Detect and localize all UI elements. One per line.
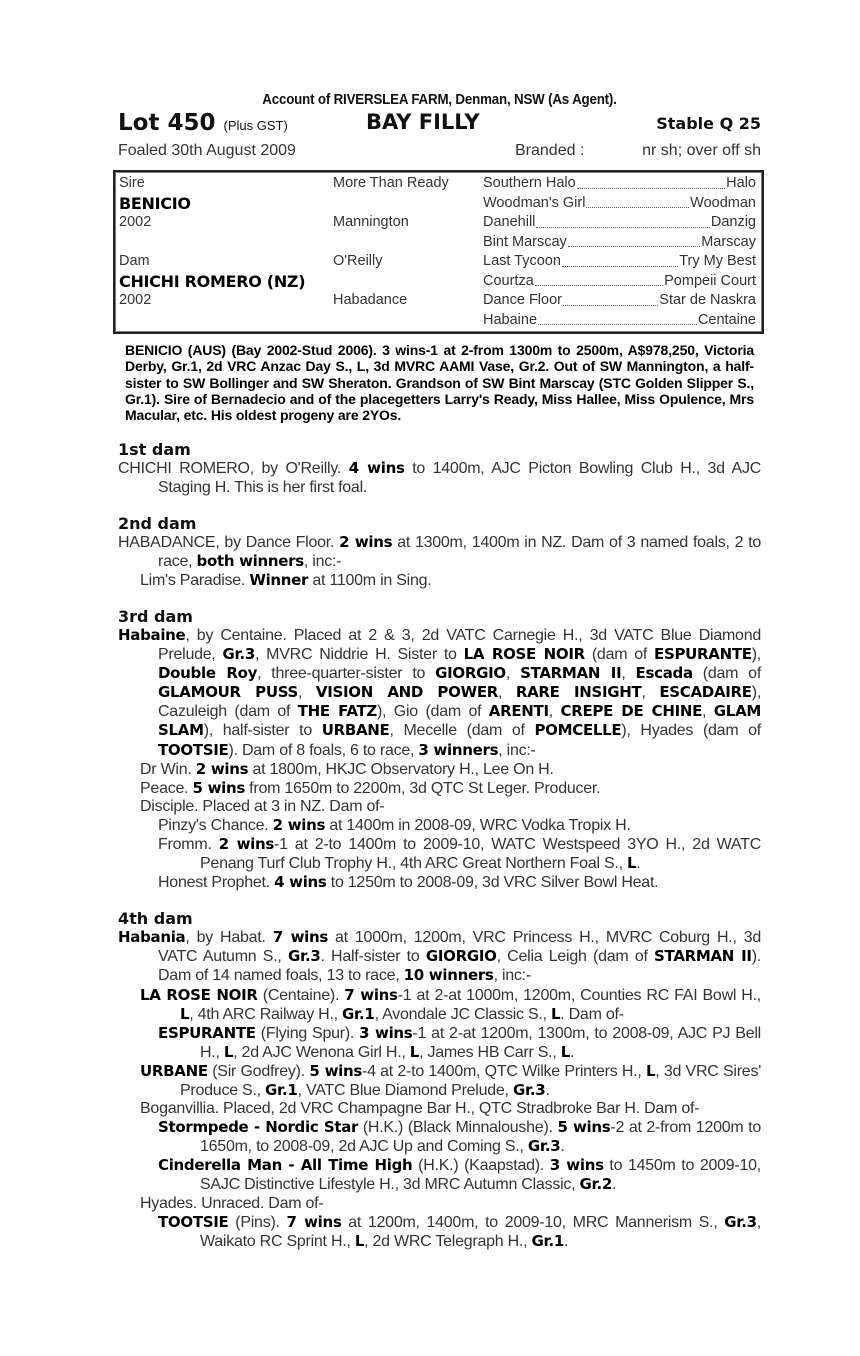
dam-entry: [118, 1213, 761, 1251]
ancestor-sire: Centaine: [697, 311, 756, 328]
lot-label: Lot 450: [118, 110, 216, 136]
entry-text: , Celia Leigh (dam of: [496, 948, 655, 966]
branded-value: nr sh; over off sh: [642, 142, 761, 159]
entry-text: Peace.: [140, 779, 193, 797]
entry-text: .: [560, 1138, 565, 1156]
dam-heading: 2nd dam: [118, 513, 197, 533]
highlight-text: URBANE: [321, 721, 390, 740]
highlight-text: Winner: [249, 570, 309, 589]
entry-text: (Flying Spur).: [255, 1024, 360, 1042]
entry-text: , inc:-: [303, 552, 342, 570]
entry-text: . Dam of-: [560, 1005, 624, 1023]
pedigree-parent-cell: CHICHI ROMERO (NZ): [119, 271, 306, 291]
stable-location: Stable Q 25: [656, 114, 761, 133]
foaled-date: Foaled 30th August 2009: [118, 142, 296, 159]
entry-text: , Avondale JC Classic S.,: [374, 1005, 551, 1023]
pedigree-great-grandparent-cell: [483, 233, 756, 253]
ancestor-name: Bint Marscay: [483, 233, 567, 250]
highlight-text: GIORGIO: [425, 947, 497, 966]
highlight-text: 3 wins: [549, 1156, 604, 1175]
catalogue-page: [118, 90, 761, 1251]
entry-text: , Mecelle (dam of: [389, 722, 535, 740]
ancestor-sire: Try My Best: [679, 253, 756, 269]
lot-description: BAY FILLY: [366, 110, 480, 134]
highlight-text: THE FATZ: [297, 702, 378, 721]
lot-number: [118, 110, 288, 136]
entry-text: -1 at 2-to 1400m to 2009-10, WATC Westspeed 3YO H., 2d WATC Penang Turf Club Trophy H., 4th ARC Great Northern Foal S.,: [200, 835, 761, 873]
dam-heading: 1st dam: [118, 440, 191, 460]
pedigree-parent-cell: [119, 311, 333, 331]
pedigree-row: [119, 291, 756, 311]
highlight-text: Gr.1: [531, 1231, 564, 1250]
dam-entry: [118, 1118, 761, 1156]
foaling-info: [118, 140, 761, 166]
entry-text: from 1650m to 2200m, 3d QTC St Leger. Producer.: [244, 779, 601, 797]
highlight-text: GLAMOUR PUSS: [158, 683, 299, 702]
pedigree-great-grandparent-cell: [483, 174, 756, 194]
dam-entry: [118, 1195, 761, 1213]
dam-section: [118, 441, 761, 496]
entry-text: .: [545, 1082, 550, 1100]
entry-text: (H.K.) (Kaapstad).: [412, 1157, 550, 1175]
entry-text: , 3d VRC Sires' Produce S.,: [180, 1062, 762, 1100]
dam-entry: [118, 459, 761, 496]
dam-entry: [118, 626, 761, 760]
highlight-text: Escada: [635, 664, 693, 683]
entry-text: at 1000m, 1200m, VRC Princess H., MVRC Coburg H., 3d VATC Autumn S.,: [158, 929, 761, 966]
ancestor-name: Courtza: [483, 272, 534, 289]
ancestor-sire: Star de Naskra: [659, 292, 756, 308]
entry-text: ,: [505, 665, 521, 683]
pedigree-grandparent-cell: [333, 233, 483, 253]
entry-text: Boganvillia. Placed, 2d VRC Champagne Bar H., QTC Stradbroke Bar H. Dam of-: [140, 1100, 700, 1118]
highlight-text: GIORGIO: [435, 664, 506, 683]
entry-text: -2 at 2-from 1200m to 1650m, to 2008-09, 2d AJC Up and Coming S.,: [200, 1119, 762, 1156]
pedigree-grandparent-cell: [333, 311, 483, 331]
entry-text: , MVRC Niddrie H. Sister to: [255, 646, 464, 664]
ancestor-name: Last Tycoon: [483, 253, 561, 269]
entry-text: (dam of: [692, 665, 762, 683]
pedigree-parent-cell: 2002: [119, 214, 152, 230]
entry-text: .: [636, 855, 641, 873]
pedigree-table: [113, 170, 764, 334]
highlight-text: both winners: [196, 551, 304, 570]
ancestor-sire: Halo: [726, 175, 756, 191]
entry-text: .: [570, 1043, 575, 1061]
dam-entry: [118, 816, 761, 835]
highlight-text: ESPURANTE: [158, 1023, 256, 1042]
highlight-text: Gr.3: [724, 1212, 757, 1231]
highlight-text: 3 winners: [418, 740, 499, 759]
entry-text: -1 at 2-at 1000m, 1200m, Counties RC FAI Bowl H.,: [397, 986, 761, 1004]
entry-text: Disciple. Placed at 3 in NZ. Dam of-: [140, 797, 385, 815]
entry-text: ,: [548, 703, 561, 721]
pedigree-row: [119, 233, 756, 253]
highlight-text: 4 wins: [274, 873, 327, 892]
entry-text: , 2d AJC Wenona Girl H.,: [233, 1043, 410, 1061]
highlight-text: L: [626, 854, 637, 873]
entry-text: ), Hyades (dam of: [621, 722, 762, 740]
entry-text: Dr Win.: [140, 760, 196, 778]
dotted-leader: [577, 174, 725, 189]
entry-text: .: [563, 1232, 569, 1250]
highlight-text: ESPURANTE: [654, 645, 752, 664]
entry-text: , 4th ARC Railway H.,: [189, 1005, 343, 1023]
highlight-text: 5 wins: [557, 1118, 611, 1137]
highlight-text: 7 wins: [272, 928, 328, 947]
highlight-text: Cinderella Man - All Time High: [158, 1156, 413, 1175]
highlight-text: L: [180, 1004, 190, 1023]
dam-entry: [118, 1100, 761, 1118]
pedigree-parent-cell: Dam: [119, 253, 150, 269]
dam-entry: [118, 1062, 761, 1100]
entry-text: (Centaine).: [257, 986, 345, 1004]
dotted-leader: [568, 233, 700, 248]
pedigree-row: [119, 174, 756, 194]
highlight-text: 5 wins: [192, 778, 245, 797]
entry-text: , 2d WRC Telegraph H.,: [364, 1232, 532, 1250]
pedigree-great-grandparent-cell: [483, 213, 756, 233]
pedigree-row: [119, 311, 756, 331]
dotted-leader: [538, 311, 697, 326]
highlight-text: Stormpede - Nordic Star: [158, 1118, 359, 1137]
entry-text: ). Dam of 14 named foals, 13 to race,: [158, 948, 761, 985]
highlight-text: L: [550, 1004, 561, 1023]
entry-text: ), half-sister to: [203, 722, 322, 740]
entry-text: Hyades. Unraced. Dam of-: [140, 1194, 324, 1212]
entry-text: ). Dam of 8 foals, 6 to race,: [228, 741, 419, 759]
highlight-text: 3 wins: [359, 1023, 413, 1042]
dam-entry: [118, 928, 761, 985]
highlight-text: Gr.3: [287, 947, 321, 966]
pedigree-grandparent-cell: [333, 194, 483, 214]
pedigree-grandparent-cell: [333, 272, 483, 292]
entry-text: at 1800m, HKJC Observatory H., Lee On H.: [248, 760, 554, 778]
entry-text: at 1400m in 2008-09, WRC Vodka Tropix H.: [325, 816, 631, 834]
entry-text: (H.K.) (Black Minnaloushe).: [358, 1119, 558, 1137]
highlight-text: ESCADAIRE: [659, 683, 752, 702]
entry-text: (Pins).: [228, 1213, 287, 1231]
entry-text: , by Habat.: [185, 929, 273, 947]
highlight-text: STARMAN II: [654, 947, 752, 966]
highlight-text: Habaine: [118, 625, 186, 644]
entry-text: ,: [298, 684, 316, 702]
branded-label: Branded :: [515, 142, 585, 159]
highlight-text: Gr.1: [342, 1004, 375, 1023]
entry-text: -4 at 2-to 1400m, QTC Wilke Printers H.,: [362, 1062, 646, 1080]
entry-text: Pinzy's Chance.: [158, 816, 273, 834]
dam-entry: [118, 835, 761, 873]
pedigree-row: [119, 194, 756, 214]
dam-heading: 4th dam: [118, 909, 193, 929]
highlight-text: Habania: [118, 928, 186, 947]
highlight-text: TOOTSIE: [158, 1212, 229, 1231]
pedigree-grandparent-cell: More Than Ready: [333, 175, 449, 191]
entry-text: ,: [702, 703, 714, 721]
sire-summary: BENICIO (AUS) (Bay 2002-Stud 2006). 3 wins-1 at 2-from 1300m to 2500m, A$978,250, Victoria Derby, Gr.1, 2d VRC Anzac Day S., L, 3d MVRC AAMI Vase, Gr.2. Out of SW Mannington, a half-sister to SW Bollinger and SW Sheraton. Grandson of SW Bint Marscay (STC Golden Slipper S., Gr.1). Sire of Bernadecio and of the placegetters Larry's Ready, Miss Hallee, Miss Opulence, Mrs Macular, etc. His oldest progeny are 2YOs.: [125, 342, 754, 424]
pedigree-row: [119, 213, 756, 233]
dam-entry: [118, 533, 761, 571]
entry-text: ), Cazuleigh (dam of: [158, 684, 762, 721]
female-line: [118, 441, 761, 1250]
entry-text: ,: [621, 665, 636, 683]
highlight-text: 7 wins: [344, 985, 398, 1004]
ancestor-sire: Pompeii Court: [664, 272, 756, 289]
vendor-account: Account of RIVERSLEA FARM, Denman, NSW (As Agent).: [262, 92, 617, 108]
entry-text: (dam of: [584, 646, 654, 664]
highlight-text: Gr.2: [579, 1175, 613, 1194]
highlight-text: Gr.1: [265, 1081, 298, 1100]
entry-text: Honest Prophet.: [158, 874, 275, 892]
highlight-text: Gr.3: [527, 1137, 561, 1156]
highlight-text: LA ROSE NOIR: [140, 985, 258, 1004]
highlight-text: L: [409, 1042, 420, 1061]
highlight-text: Double Roy: [158, 664, 258, 683]
pedigree-great-grandparent-cell: [483, 291, 756, 311]
dam-heading: 3rd dam: [118, 606, 193, 626]
pedigree-great-grandparent-cell: [483, 194, 756, 214]
pedigree-parent-cell: Sire: [119, 175, 145, 191]
entry-text: Fromm.: [158, 835, 219, 853]
highlight-text: LA ROSE NOIR: [463, 645, 585, 664]
dam-section: [118, 910, 761, 1251]
dam-entry: [118, 1024, 761, 1062]
pedigree-great-grandparent-cell: [483, 311, 756, 331]
entry-text: Lim's Paradise.: [140, 571, 250, 589]
entry-text: to 1400m, AJC Picton Bowling Club H., 3d AJC Staging H. This is her first foal.: [158, 460, 762, 496]
entry-text: , VATC Blue Diamond Prelude,: [297, 1082, 513, 1100]
pedigree-grandparent-cell: O'Reilly: [333, 253, 383, 269]
highlight-text: 2 wins: [218, 834, 275, 853]
dam-section: [118, 515, 761, 590]
entry-text: CHICHI ROMERO, by O'Reilly.: [118, 460, 349, 478]
highlight-text: L: [560, 1042, 571, 1061]
entry-text: . Half-sister to: [320, 948, 426, 966]
dotted-leader: [563, 291, 658, 306]
dotted-leader: [536, 213, 709, 228]
ancestor-name: Woodman's Girl: [483, 194, 586, 211]
entry-text: (Sir Godfrey).: [207, 1062, 310, 1080]
entry-text: , Waikato RC Sprint H.,: [200, 1213, 761, 1250]
pedigree-row: [119, 272, 756, 292]
entry-text: to 1450m to 2009-10, SAJC Distinctive Lifestyle H., 3d MRC Autumn Classic,: [200, 1157, 761, 1194]
dam-entry: [118, 1156, 761, 1194]
highlight-text: CREPE DE CHINE: [560, 702, 703, 721]
entry-text: , James HB Carr S.,: [419, 1043, 561, 1061]
ancestor-name: Dance Floor: [483, 292, 562, 308]
entry-text: to 1250m to 2008-09, 3d VRC Silver Bowl Heat.: [326, 874, 659, 892]
entry-text: .: [612, 1176, 617, 1194]
entry-text: ), Gio (dam of: [377, 703, 489, 721]
ancestor-name: Danehill: [483, 214, 536, 230]
highlight-text: Gr.3: [222, 645, 256, 664]
dotted-leader: [586, 194, 689, 209]
highlight-text: TOOTSIE: [158, 740, 229, 759]
lot-header: [118, 110, 761, 140]
highlight-text: GLAM SLAM: [158, 702, 762, 740]
pedigree-parent-cell: BENICIO: [119, 193, 191, 213]
entry-text: ,: [498, 684, 516, 702]
highlight-text: 10 winners: [403, 966, 494, 985]
highlight-text: 2 wins: [339, 532, 393, 551]
ancestor-sire: Woodman: [690, 194, 756, 211]
pedigree-great-grandparent-cell: [483, 252, 756, 272]
highlight-text: L: [354, 1231, 365, 1250]
pedigree-parent-cell: 2002: [119, 292, 152, 308]
entry-text: HABADANCE, by Dance Floor.: [118, 533, 340, 551]
highlight-text: 2 wins: [195, 759, 249, 778]
highlight-text: POMCELLE: [534, 721, 622, 740]
entry-text: -1 at 2-at 1200m, 1300m, to 2008-09, AJC PJ Bell H.,: [200, 1024, 761, 1061]
ancestor-name: Southern Halo: [483, 175, 576, 191]
dam-entry: [118, 873, 761, 892]
highlight-text: 5 wins: [309, 1061, 363, 1080]
dam-entry: [118, 798, 761, 816]
ancestor-name: Habaine: [483, 311, 538, 328]
dam-entry: [118, 760, 761, 779]
dotted-leader: [562, 252, 678, 267]
highlight-text: STARMAN II: [520, 664, 622, 683]
highlight-text: Gr.3: [512, 1081, 546, 1100]
dam-entry: [118, 986, 761, 1024]
entry-text: ,: [641, 684, 660, 702]
entry-text: at 1300m, 1400m in NZ. Dam of 3 named foals, 2 to race,: [158, 533, 762, 570]
pedigree-row: [119, 252, 756, 272]
dam-entry: [118, 779, 761, 798]
highlight-text: 7 wins: [286, 1212, 342, 1231]
highlight-text: 4 wins: [348, 459, 405, 478]
dam-section: [118, 608, 761, 892]
highlight-text: L: [223, 1042, 234, 1061]
highlight-text: URBANE: [140, 1061, 208, 1080]
entry-text: , three-quarter-sister to: [257, 665, 436, 683]
plus-gst: (Plus GST): [223, 118, 288, 133]
highlight-text: 2 wins: [272, 815, 326, 834]
entry-text: at 1100m in Sing.: [308, 571, 432, 589]
ancestor-sire: Danzig: [710, 214, 756, 230]
entry-text: , inc:-: [498, 741, 536, 759]
highlight-text: RARE INSIGHT: [515, 683, 642, 702]
pedigree-parent-cell: [119, 233, 333, 253]
entry-text: ),: [751, 646, 761, 664]
dotted-leader: [535, 272, 663, 287]
highlight-text: ARENTI: [488, 702, 549, 721]
pedigree-grandparent-cell: Mannington: [333, 214, 409, 230]
entry-text: at 1200m, 1400m, to 2009-10, MRC Mannerism S.,: [341, 1213, 725, 1231]
dam-entry: [118, 571, 761, 590]
highlight-text: VISION AND POWER: [315, 683, 499, 702]
entry-text: , by Centaine. Placed at 2 & 3, 2d VATC Carnegie H., 3d VATC Blue Diamond Prelude,: [158, 626, 761, 664]
entry-text: , inc:-: [493, 967, 531, 985]
highlight-text: L: [645, 1061, 656, 1080]
pedigree-great-grandparent-cell: [483, 272, 756, 292]
pedigree-grandparent-cell: Habadance: [333, 292, 408, 308]
ancestor-sire: Marscay: [701, 233, 756, 250]
